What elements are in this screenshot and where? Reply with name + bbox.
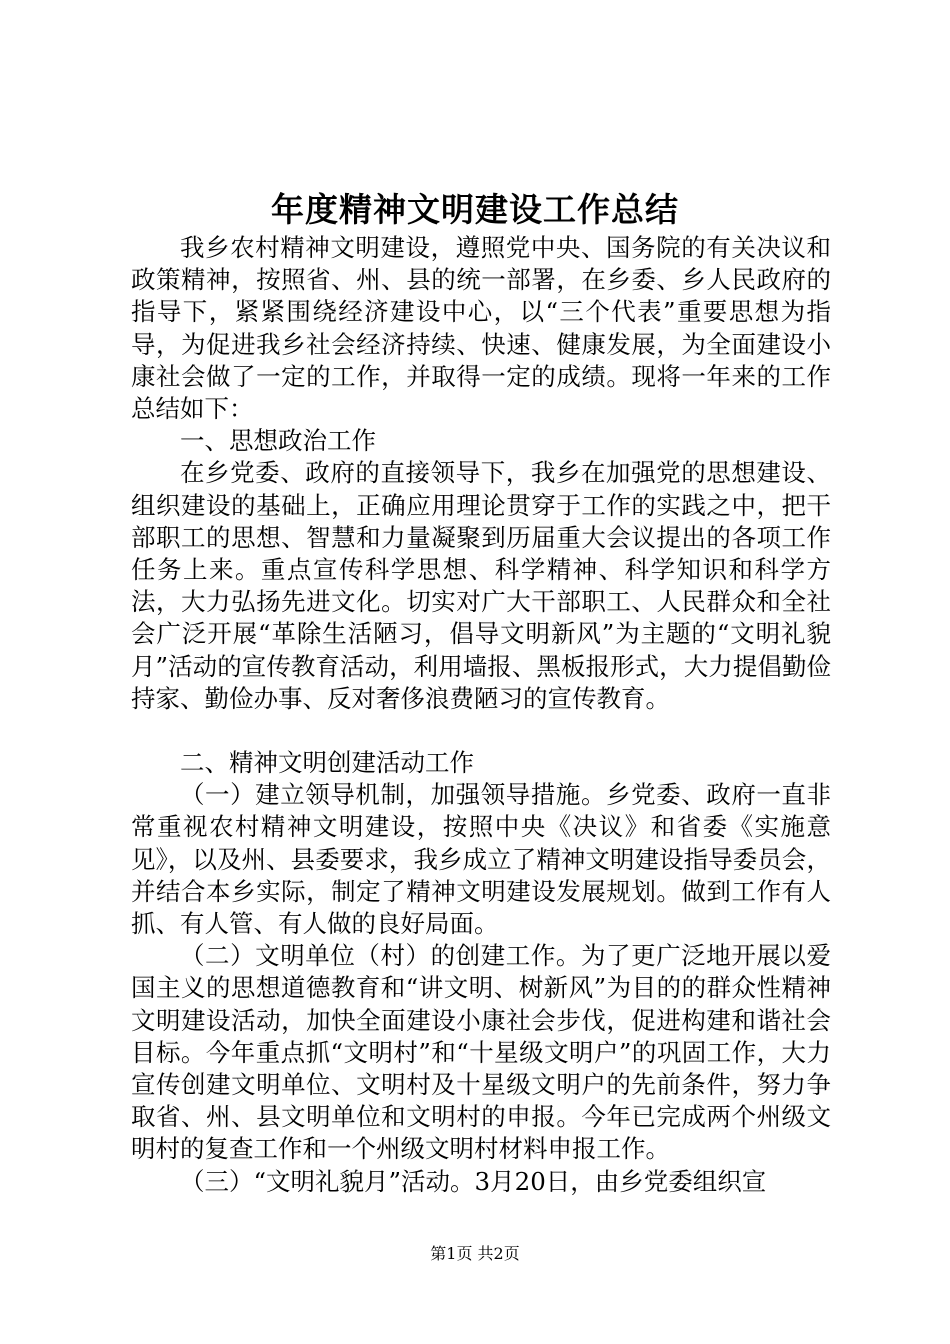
subsection-2-paragraph: （二）文明单位（村）的创建工作。为了更广泛地开展以爱国主义的思想道德教育和“讲文明、树新风”为目的的群众性精神文明建设活动，加快全面建设小康社会步伐，促进构建和谐社会目标。今年重点抓“文明村”和“十星级文明户”的巩固工作，大力宣传创建文明单位、文明村及十星级文明户的先前条件，努力争取省、州、县文明单位和文明村的申报。今年已完成两个州级文明村的复查工作和一个州级文明村材料申报工作。 — [131, 941, 831, 1164]
section-heading-2: 二、精神文明创建活动工作 — [180, 748, 474, 778]
document-title: 年度精神文明建设工作总结 — [271, 190, 679, 229]
subsection-3-paragraph: （三）“文明礼貌月”活动。3月20日，由乡党委组织宣 — [180, 1166, 767, 1196]
paragraph-spacer — [131, 715, 831, 747]
section-1-paragraph: 在乡党委、政府的直接领导下，我乡在加强党的思想建设、组织建设的基础上，正确应用理论贯穿于工作的实践之中，把干部职工的思想、智慧和力量凝聚到历届重大会议提出的各项工作任务上来。重点宣传科学思想、科学精神、科学知识和科学方法，大力弘扬先进文化。切实对广大干部职工、人民群众和全社会广泛开展“革除生活陋习，倡导文明新风”为主题的“文明礼貌月”活动的宣传教育活动，利用墙报、黑板报形式，大力提倡勤俭持家、勤俭办事、反对奢侈浪费陋习的宣传教育。 — [131, 458, 831, 713]
subsection-1-paragraph: （一）建立领导机制，加强领导措施。乡党委、政府一直非常重视农村精神文明建设，按照中央《决议》和省委《实施意见》，以及州、县委要求，我乡成立了精神文明建设指导委员会，并结合本乡实际，制定了精神文明建设发展规划。做到工作有人抓、有人管、有人做的良好局面。 — [131, 780, 831, 939]
document-body — [131, 232, 831, 1198]
intro-paragraph: 我乡农村精神文明建设，遵照党中央、国务院的有关决议和政策精神，按照省、州、县的统一部署，在乡委、乡人民政府的指导下，紧紧围绕经济建设中心，以“三个代表”重要思想为指导，为促进我乡社会经济持续、快速、健康发展，为全面建设小康社会做了一定的工作，并取得一定的成绩。现将一年来的工作总结如下： — [131, 233, 831, 424]
page-footer: 第1页 共2页 — [430, 1244, 520, 1263]
section-heading-1: 一、思想政治工作 — [180, 426, 376, 456]
